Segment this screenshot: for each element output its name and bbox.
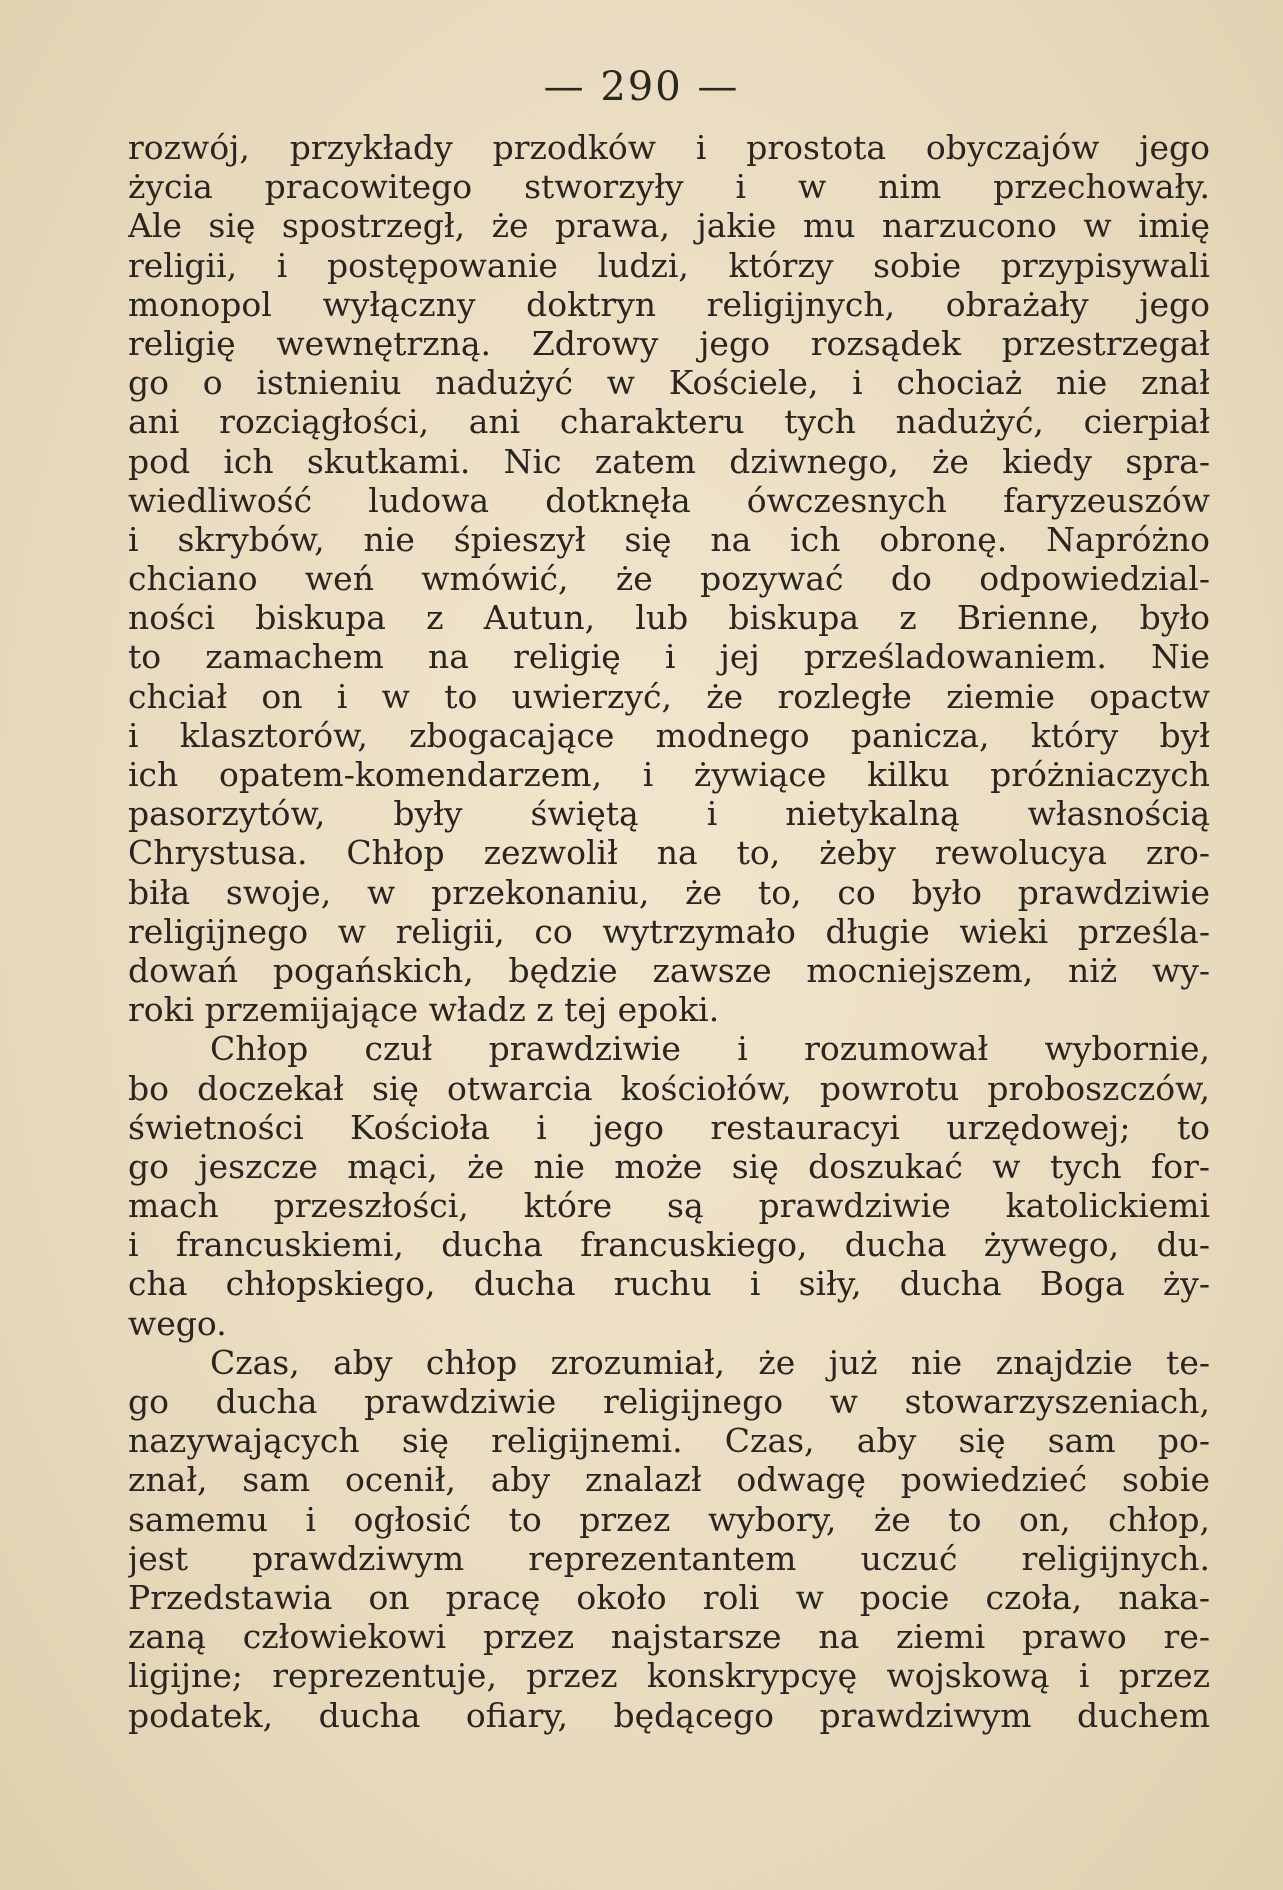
text-line: roki przemijające władz z tej epoki. xyxy=(128,990,720,1030)
text-line: cha chłopskiego, ducha ruchu i siły, ducha Boga ży- xyxy=(128,1264,1210,1304)
text-line: Ale się spostrzegł, że prawa, jakie mu narzucono w imię xyxy=(128,206,1210,246)
text-line: świetności Kościoła i jego restauracyi urzędowej; to xyxy=(128,1107,1210,1147)
text-line: ich opatem-komendarzem, i żywiące kilku próżniaczych xyxy=(128,755,1210,794)
text-line: wego. xyxy=(128,1303,227,1343)
text-line: bo doczekał się otwarcia kościołów, powrotu proboszczów, xyxy=(128,1068,1210,1108)
text-line: samemu i ogłosić to przez wybory, że to on, chłop, xyxy=(128,1499,1210,1539)
text-line: zaną człowiekowi przez najstarsze na ziemi prawo re- xyxy=(128,1617,1210,1657)
text-line: to zamachem na religię i jej prześladowaniem. Nie xyxy=(128,637,1210,677)
text-line: nazywających się religijnemi. Czas, aby się sam po- xyxy=(128,1421,1210,1461)
text-line: Przedstawia on pracę około roli w pocie czoła, naka- xyxy=(128,1577,1210,1617)
text-line: monopol wyłączny doktryn religijnych, obrażały jego xyxy=(128,284,1210,324)
text-line: chciano weń wmówić, że pozywać do odpowiedzial- xyxy=(128,559,1210,599)
text-line: mach przeszłości, które są prawdziwie katolickiemi xyxy=(128,1186,1210,1226)
text-line: Chrystusa. Chłop zezwolił na to, żeby rewolucya zro- xyxy=(128,833,1210,873)
text-line: ności biskupa z Autun, lub biskupa z Brienne, było xyxy=(128,598,1210,638)
text-line: Chłop czuł prawdziwie i rozumował wybornie, xyxy=(210,1029,1210,1069)
text-line: religię wewnętrzną. Zdrowy jego rozsądek przestrzegał xyxy=(128,323,1210,363)
text-line: wiedliwość ludowa dotknęła ówczesnych faryzeuszów xyxy=(128,480,1210,520)
text-line: podatek, ducha ofiary, będącego prawdziwym duchem xyxy=(128,1695,1210,1735)
text-line: rozwój, przykłady przodków i prostota obyczajów jego xyxy=(128,128,1210,167)
text-line: pasorzytów, były świętą i nietykalną własnością xyxy=(128,794,1210,834)
text-line: religii, i postępowanie ludzi, którzy sobie przypisywali xyxy=(128,245,1210,285)
page-number: — 290 — xyxy=(543,64,740,110)
body-text xyxy=(128,128,1210,1735)
text-line: biła swoje, w przekonaniu, że to, co było prawdziwie xyxy=(128,872,1210,912)
text-line: i skrybów, nie śpieszył się na ich obronę. Napróżno xyxy=(128,519,1210,559)
text-line: i klasztorów, zbogacające modnego panicza, który był xyxy=(128,715,1210,755)
text-line: ligijne; reprezentuje, przez konskrypcyę wojskową i przez xyxy=(128,1656,1210,1696)
text-line: znał, sam ocenił, aby znalazł odwagę powiedzieć sobie xyxy=(128,1460,1210,1500)
text-line: dowań pogańskich, będzie zawsze mocniejszem, niż wy- xyxy=(128,950,1210,990)
text-line: go o istnieniu nadużyć w Kościele, i chociaż nie znał xyxy=(128,363,1210,403)
text-line: ani rozciągłości, ani charakteru tych nadużyć, cierpiał xyxy=(128,402,1210,442)
text-line: chciał on i w to uwierzyć, że rozległe ziemie opactw xyxy=(128,676,1210,716)
text-line: życia pracowitego stworzyły i w nim przechowały. xyxy=(128,167,1210,207)
text-line: Czas, aby chłop zrozumiał, że już nie znajdzie te- xyxy=(210,1342,1210,1382)
text-line: i francuskiemi, ducha francuskiego, ducha żywego, du- xyxy=(128,1225,1210,1265)
text-line: go jeszcze mąci, że nie może się doszukać w tych for- xyxy=(128,1146,1210,1186)
text-line: jest prawdziwym reprezentantem uczuć religijnych. xyxy=(128,1538,1210,1578)
text-line: pod ich skutkami. Nic zatem dziwnego, że kiedy spra- xyxy=(128,441,1210,481)
text-line: go ducha prawdziwie religijnego w stowarzyszeniach, xyxy=(128,1382,1210,1421)
text-line: religijnego w religii, co wytrzymało długie wieki prześla- xyxy=(128,911,1210,951)
